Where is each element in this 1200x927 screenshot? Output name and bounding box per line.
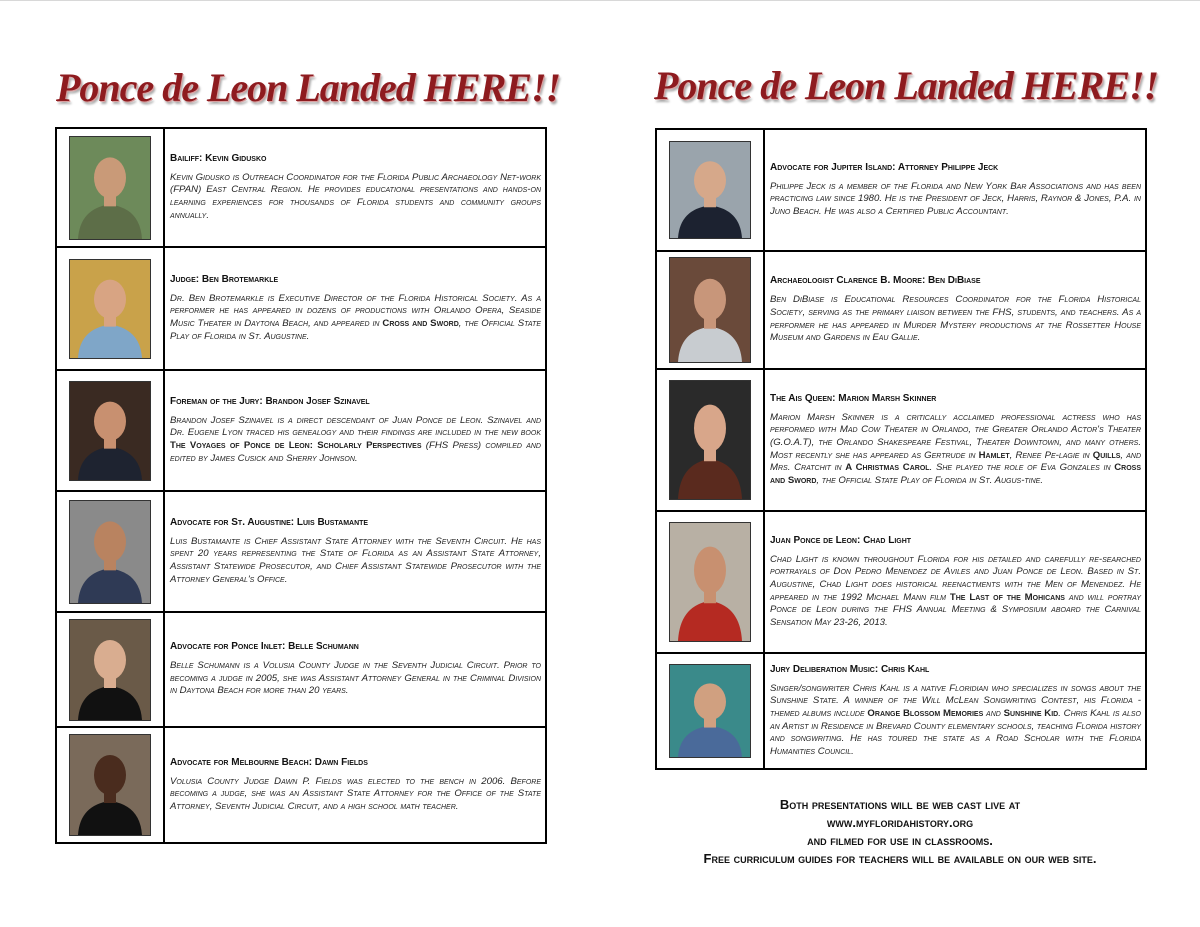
cast-row	[57, 492, 545, 613]
photo-cell	[657, 252, 765, 368]
work-title: The Last of the Mohicans	[949, 591, 1065, 603]
role-heading: Jury Deliberation Music: Chris Kahl	[770, 663, 930, 675]
bio-segment: and will portray Ponce de Leon during the FHS Annual Meeting & Symposium aboard the Carnival Sensation May 23-26, 2013.	[770, 591, 1141, 628]
cast-row	[657, 654, 1145, 768]
photo-cell	[57, 492, 165, 611]
bio-text	[770, 412, 1141, 488]
work-title: Cross and Sword	[770, 462, 1141, 486]
page-title-left: Ponce de Leon Landed HERE!!	[56, 65, 561, 110]
bio-cell	[765, 512, 1145, 652]
bio-segment: Philippe Jeck is a member of the Florida and New York Bar Associations and has been practicing law since 1980. He is the President of Jeck, Harris, Raynor & Jones, P.A. in Juno Beach. He was also a Certified Public Accountant.	[770, 180, 1141, 217]
cast-row	[57, 613, 545, 728]
bio-text	[770, 683, 1141, 759]
bio-segment: Singer/songwriter Chris Kahl is a native Floridian who specializes in songs about the Sunshine State. A winner of the Will McLean Songwriting Contest, his Florida -themed albums include	[770, 682, 1141, 719]
work-title: A Christmas Carol	[845, 462, 930, 474]
bio-segment: Volusia County Judge Dawn P. Fields was elected to the bench in 2006. Before becoming a judge, she was an Assistant State Attorney for the Office of the State Attorney, Seventh Judicial Circuit, and a high school math teacher.	[170, 775, 541, 812]
work-title: The Voyages of Ponce de Leon: Scholarly Perspectives	[170, 440, 422, 451]
role-heading: Archaeologist Clarence B. Moore: Ben DiBiase	[770, 275, 981, 287]
portrait-photo	[669, 664, 751, 758]
work-title: Cross and Sword	[382, 318, 459, 329]
bio-segment: Kevin Gidusko is Outreach Coordinator for the Florida Public Archaeology Net-work (FPAN) East Central Region. He provides educational presentations and hands-on learning experiences for thousands of Florida students and community groups annually.	[170, 171, 541, 221]
photo-cell	[657, 370, 765, 510]
bio-segment: Luis Bustamante is Chief Assistant State Attorney with the Seventh Circuit. He has spent 20 years representing the State of Florida as an Assistant State Attorney, Assistant Statewide Prosecutor, and Chief Assistant Statewide Prosecutor with the Attorney General's Office.	[170, 535, 541, 585]
bio-segment: Marion Marsh Skinner is a critically acclaimed professional actress who has performed with Mad Cow Theater in Orlando, the Greater Orlando Actor's Theater (G.O.A.T), the Orlando Shakespeare Festival, Theater Downtown, and many others. Most recently she has appeared as Gertrude in	[770, 411, 1141, 461]
role-heading: Juan Ponce de Leon: Chad Light	[770, 534, 912, 546]
bio-segment: Brandon Josef Szinavel is a direct descendant of Juan Ponce de Leon. Szinavel and Dr. Eugene Lyon traced his genealogy and their findings are included in the new book	[170, 414, 541, 439]
role-heading: Foreman of the Jury: Brandon Josef Szinavel	[170, 395, 370, 407]
cast-table-right	[655, 128, 1147, 770]
work-title: Hamlet	[978, 449, 1010, 461]
portrait-photo	[669, 257, 751, 363]
cast-row	[57, 371, 545, 492]
portrait-photo	[69, 381, 151, 481]
footer-line: and filmed for use in classrooms.	[807, 833, 993, 848]
bio-segment: . She played the role of Eva Gonzales in	[929, 462, 1115, 474]
bio-text	[170, 415, 541, 465]
cast-row	[57, 728, 545, 842]
bio-cell	[165, 371, 545, 490]
bio-cell	[165, 248, 545, 369]
bio-text	[170, 536, 541, 586]
bio-cell	[765, 252, 1145, 368]
footer-line: Both presentations will be web cast live at	[779, 797, 1021, 812]
role-heading: Advocate for Jupiter Island: Attorney Philippe Jeck	[770, 161, 999, 173]
bio-text	[770, 554, 1141, 630]
bio-segment: and	[983, 707, 1004, 719]
cast-row	[657, 370, 1145, 512]
cast-row	[657, 252, 1145, 370]
portrait-photo	[69, 734, 151, 836]
portrait-photo	[669, 522, 751, 642]
role-heading: Advocate for St. Augustine: Luis Bustamante	[170, 516, 369, 528]
work-title: Sunshine Kid	[1003, 707, 1059, 719]
bio-cell	[765, 654, 1145, 768]
bio-cell	[165, 492, 545, 611]
portrait-photo	[69, 136, 151, 240]
bio-text	[170, 660, 541, 698]
cast-row	[657, 512, 1145, 654]
role-heading: The Ais Queen: Marion Marsh Skinner	[770, 392, 937, 404]
photo-cell	[657, 654, 765, 768]
footer-website: www.myfloridahistory.org	[826, 815, 974, 830]
photo-cell	[57, 371, 165, 490]
bio-segment: Ben DiBiase is Educational Resources Coordinator for the Florida Historical Society, serving as the primary liaison between the FHS, students, and teachers. As a performer he has appeared in Murder Mystery productions at the Rossetter House Museum and Gardens in Eau Gallie.	[770, 294, 1141, 344]
cast-row	[57, 248, 545, 371]
bio-cell	[165, 613, 545, 726]
bio-segment: Chad Light is known throughout Florida for his detailed and carefully re-searched portrayals of Don Pedro Menendez de Aviles and Juan Ponce de Leon. Based in St. Augustine, Chad Light does historical reenactments with the Men of Menendez. He appeared in the 1992 Michael Mann film	[770, 553, 1141, 603]
photo-cell	[57, 613, 165, 726]
bio-segment: (FHS Press) compiled and edited by James Cusick and Sherry Johnson.	[170, 440, 541, 464]
bio-segment: , the Official State Play of Florida in St. Augustine.	[170, 318, 541, 342]
bio-segment: Belle Schumann is a Volusia County Judge in the Seventh Judicial Circuit. Prior to becoming a judge in 2005, she was Assistant Attorney General in the Criminal Division in Daytona Beach for more than 20 years.	[170, 660, 541, 697]
photo-cell	[657, 130, 765, 250]
role-heading: Judge: Ben Brotemarkle	[170, 273, 279, 285]
role-heading: Advocate for Melbourne Beach: Dawn Fields	[170, 756, 368, 768]
bio-text	[770, 294, 1141, 344]
work-title: Orange Blossom Memories	[867, 707, 984, 719]
bio-segment: . Chris Kahl is also an Artist in Residence in Brevard County elementary schools, teaching Florida history and songwriting. He has toured the state as a Road Scholar with the Florida Humanities Council.	[770, 707, 1141, 757]
bio-cell	[765, 130, 1145, 250]
photo-cell	[57, 129, 165, 246]
cast-row	[57, 129, 545, 248]
portrait-photo	[69, 619, 151, 721]
cast-table-left	[55, 127, 547, 844]
bio-text	[170, 172, 541, 222]
bio-segment: Dr. Ben Brotemarkle is Executive Director of the Florida Historical Society. As a performer he has appeared in dozens of productions with Orlando Opera, Seaside Music Theater in Daytona Beach, and appeared in	[170, 292, 541, 329]
photo-cell	[57, 728, 165, 842]
bio-cell	[165, 129, 545, 246]
bio-text	[170, 293, 541, 343]
page-title-right: Ponce de Leon Landed HERE!!	[654, 63, 1159, 108]
footer-line: Free curriculum guides for teachers will be available on our web site.	[703, 851, 1097, 866]
footer-notice	[655, 796, 1145, 868]
bio-text	[170, 776, 541, 814]
bio-cell	[765, 370, 1145, 510]
role-heading: Advocate for Ponce Inlet: Belle Schumann	[170, 641, 359, 653]
cast-row	[657, 130, 1145, 252]
work-title: Quills	[1092, 449, 1121, 461]
role-heading: Bailiff: Kevin Gidusko	[170, 152, 267, 164]
portrait-photo	[69, 259, 151, 359]
page-border	[0, 0, 1200, 1]
portrait-photo	[669, 380, 751, 500]
portrait-photo	[69, 500, 151, 604]
bio-text	[770, 181, 1141, 219]
portrait-photo	[669, 141, 751, 239]
photo-cell	[57, 248, 165, 369]
bio-segment: , Renee Pe-lagie in	[1009, 449, 1093, 461]
bio-segment: , and Mrs. Cratchit in	[770, 449, 1142, 474]
bio-cell	[165, 728, 545, 842]
photo-cell	[657, 512, 765, 652]
bio-segment: , the Official State Play of Florida in St. Augus-tine.	[816, 474, 1043, 486]
